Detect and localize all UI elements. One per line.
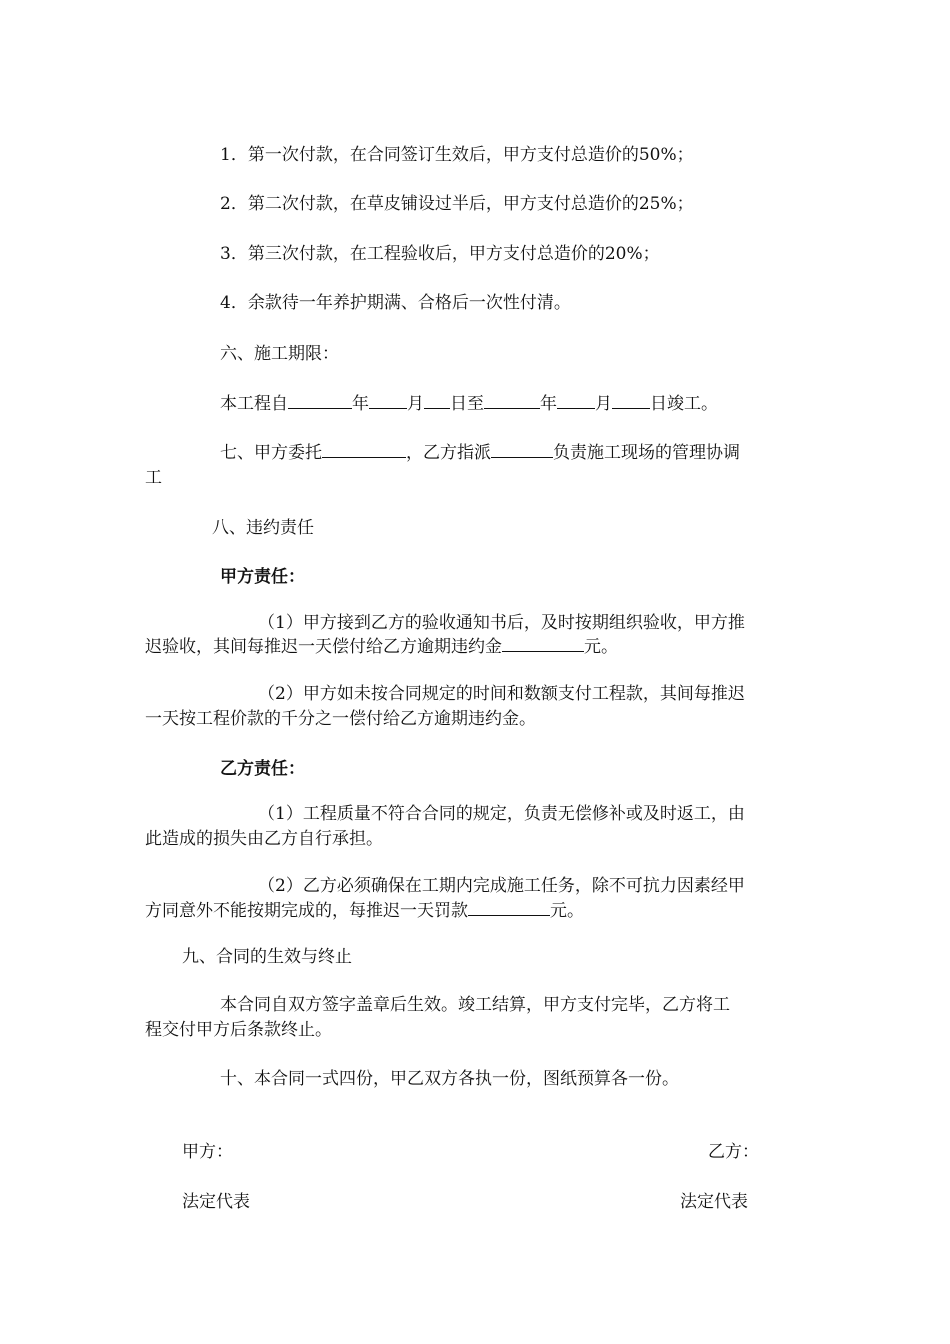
- section-10: 十、本合同一式四份，甲乙双方各执一份，图纸预算各一份。: [220, 1069, 679, 1089]
- b2-line2-text: 方同意外不能按期完成的，每推迟一天罚款: [145, 901, 468, 921]
- party-b-clause-2-line-1: （2）乙方必须确保在工期内完成施工任务，除不可抗力因素经甲: [258, 876, 745, 896]
- a1-line2-yuan: 元。: [584, 637, 618, 657]
- section-9-line-1: 本合同自双方签字盖章后生效。竣工结算，甲方支付完毕，乙方将工: [220, 995, 730, 1015]
- construction-period-line: [220, 392, 718, 416]
- party-a-clause-2-line-2: 一天按工程价款的千分之一偿付给乙方逾期违约金。: [145, 709, 536, 729]
- party-b-clause-1-line-1: （1）工程质量不符合合同的规定，负责无偿修补或及时返工，由: [258, 804, 745, 824]
- section-8-heading: 八、违约责任: [212, 518, 314, 538]
- b2-line2-yuan: 元。: [550, 901, 584, 921]
- party-b-clause-1-line-2: 此造成的损失由乙方自行承担。: [145, 829, 383, 849]
- section-7-continuation: 工: [145, 468, 162, 488]
- party-a-clause-1-line-2: [145, 635, 618, 659]
- party-b-delegate-blank[interactable]: [491, 441, 553, 458]
- end-year-blank[interactable]: [484, 392, 540, 409]
- month-label: 月: [407, 394, 424, 414]
- section-7-line: [220, 441, 740, 465]
- fine-amount-blank[interactable]: [468, 899, 550, 916]
- party-b-responsibility-title: 乙方责任：: [220, 759, 305, 779]
- a1-line2-text: 迟验收，其间每推迟一天偿付给乙方逾期违约金: [145, 637, 502, 657]
- penalty-amount-blank[interactable]: [502, 635, 584, 652]
- payment-item-4: 4．余款待一年养护期满、合格后一次性付清。: [220, 293, 571, 313]
- year-label: 年: [352, 394, 369, 414]
- payment-item-2: 2．第二次付款，在草皮铺设过半后，甲方支付总造价的25%；: [220, 194, 694, 214]
- period-start-label: 本工程自: [220, 394, 288, 414]
- day-to-label: 日至: [450, 394, 484, 414]
- month2-label: 月: [595, 394, 612, 414]
- start-month-blank[interactable]: [369, 392, 407, 409]
- end-month-blank[interactable]: [557, 392, 595, 409]
- section-9-line-2: 程交付甲方后条款终止。: [145, 1020, 332, 1040]
- section-6-heading: 六、施工期限：: [220, 344, 339, 364]
- section-7-part2: ，乙方指派: [406, 443, 491, 463]
- payment-item-1: 1．第一次付款，在合同签订生效后，甲方支付总造价的50%；: [220, 145, 694, 165]
- payment-item-3: 3．第三次付款，在工程验收后，甲方支付总造价的20%；: [220, 244, 660, 264]
- party-a-clause-1-line-1: （1）甲方接到乙方的验收通知书后，及时按期组织验收，甲方推: [258, 613, 745, 633]
- end-day-blank[interactable]: [612, 392, 650, 409]
- section-9-heading: 九、合同的生效与终止: [182, 947, 352, 967]
- signature-party-b: 乙方：: [708, 1142, 759, 1162]
- year2-label: 年: [540, 394, 557, 414]
- section-7-part1: 七、甲方委托: [220, 443, 322, 463]
- signature-party-a: 甲方：: [182, 1142, 233, 1162]
- section-7-part3: 负责施工现场的管理协调: [553, 443, 740, 463]
- party-b-clause-2-line-2: [145, 899, 584, 923]
- party-a-responsibility-title: 甲方责任：: [220, 567, 305, 587]
- party-a-delegate-blank[interactable]: [322, 441, 406, 458]
- start-year-blank[interactable]: [288, 392, 352, 409]
- day-end-label: 日竣工。: [650, 394, 718, 414]
- party-a-clause-2-line-1: （2）甲方如未按合同规定的时间和数额支付工程款，其间每推迟: [258, 684, 745, 704]
- signature-rep-b: 法定代表: [680, 1192, 748, 1212]
- start-day-blank[interactable]: [424, 392, 450, 409]
- signature-rep-a: 法定代表: [182, 1192, 250, 1212]
